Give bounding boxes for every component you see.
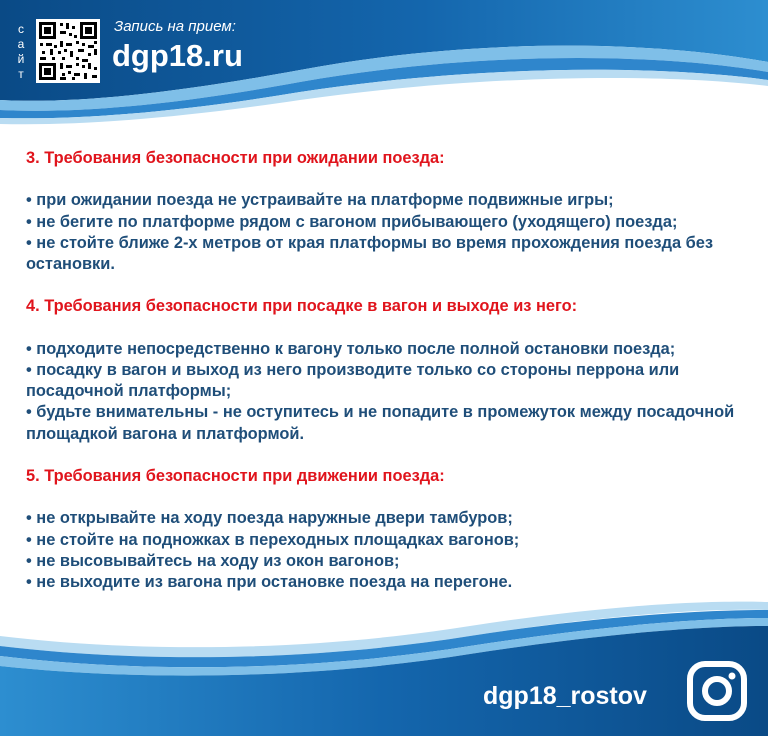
list-item: • не стойте ближе 2-х метров от края платформы во время прохождения поезда без остановки. [26,233,714,273]
appointment-label: Запись на прием: [114,18,236,35]
safety-rules-content [26,148,746,614]
site-url-link[interactable]: dgp18.ru [112,38,243,73]
list-item: • не высовывайтесь на ходу из окон вагонов; [26,551,400,570]
social-handle[interactable]: dgp18_rostov [483,682,647,710]
site-vertical-label [14,22,28,82]
list-item: • посадку в вагон и выход из него производите только со стороны перрона или посадочной платформы; [26,360,680,401]
header-banner [0,0,768,130]
list-item: • при ожидании поезда не устраивайте на платформе подвижные игры; [26,191,614,210]
list-item: • не бегите по платформе рядом с вагоном прибывающего (уходящего) поезда; [26,212,678,231]
list-item: • подходите непосредственно к вагону только после полной остановки поезда; [26,339,676,358]
section-title: 3. Требования безопасности при ожидании поезда: [26,149,445,167]
list-item: • будьте внимательны - не оступитесь и не попадите в промежуток между посадочной площадкой вагона и платформой. [26,403,735,443]
list-item: • не стойте на подножках в переходных площадках вагонов; [26,530,520,549]
section-waiting [26,148,746,275]
qr-code-icon [36,19,100,83]
footer-wave-background [0,590,768,736]
section-title: 5. Требования безопасности при движении поезда: [26,466,445,485]
list-item: • не выходите из вагона при остановке поезда на перегоне. [26,572,513,591]
list-item: • не открывайте на ходу поезда наружные двери тамбуров; [26,509,513,528]
instagram-icon[interactable] [686,660,748,722]
section-moving [26,466,746,593]
section-boarding [26,296,746,444]
site-label-text: сайт [17,22,25,81]
footer-banner [0,590,768,736]
section-title: 4. Требования безопасности при посадке в вагон и выходе из него: [26,297,578,316]
